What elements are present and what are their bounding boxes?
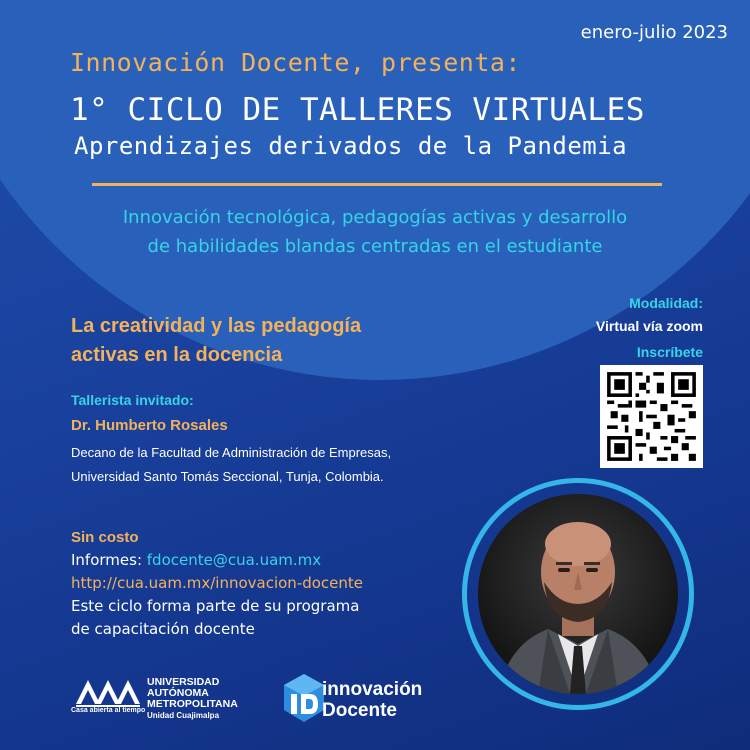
tagline-line-2: de habilidades blandas centradas en el estudiante <box>147 236 603 257</box>
main-subtitle: Aprendizajes derivados de la Pandemia <box>74 132 628 160</box>
date-range: enero-julio 2023 <box>580 22 728 43</box>
cost-label: Sin costo <box>71 529 139 546</box>
id-line-2: Docente <box>322 700 397 721</box>
tagline <box>90 203 660 261</box>
uam-name <box>147 677 238 721</box>
id-line-1: innovación <box>322 679 423 700</box>
divider <box>92 183 662 186</box>
uam-line-3: METROPOLITANA <box>147 698 238 710</box>
topic-line-1: La creatividad y las pedagogía <box>71 315 362 337</box>
speaker-portrait-icon <box>478 494 678 694</box>
website-link[interactable]: http://cua.uam.mx/innovacion-docente <box>71 574 364 592</box>
speaker-photo <box>478 494 678 694</box>
qr-code-icon[interactable] <box>600 365 703 468</box>
guest-description <box>71 441 471 489</box>
uam-motto: Casa abierta al tiempo <box>71 707 146 714</box>
note-line-1: Este ciclo forma parte de su programa <box>71 597 360 615</box>
main-title: 1° CICLO DE TALLERES VIRTUALES <box>70 92 645 128</box>
modality-label: Modalidad: <box>629 295 703 311</box>
presenter-line: Innovación Docente, presenta: <box>70 48 521 77</box>
uam-line-1: UNIVERSIDAD <box>147 676 220 688</box>
info-block <box>71 526 363 641</box>
modality-value: Virtual vía zoom <box>595 318 703 334</box>
tagline-line-1: Innovación tecnológica, pedagogías activas y desarrollo <box>122 207 628 228</box>
uam-line-2: AUTÓNOMA <box>147 687 209 699</box>
guest-desc-line-1: Decano de la Facultad de Administración de Empresas, <box>71 445 392 460</box>
innovacion-docente-logo-icon <box>280 672 328 724</box>
guest-desc-line-2: Universidad Santo Tomás Seccional, Tunja, Colombia. <box>71 469 384 484</box>
note-line-2: de capacitación docente <box>71 620 255 638</box>
innovacion-docente-wordmark <box>322 679 422 721</box>
topic-line-2: activas en la docencia <box>71 344 283 366</box>
contact-email-link[interactable]: fdocente@cua.uam.mx <box>146 551 322 569</box>
contact-label: Informes: <box>71 551 147 569</box>
workshop-topic <box>71 312 451 370</box>
guest-label: Tallerista invitado: <box>71 392 194 408</box>
guest-name: Dr. Humberto Rosales <box>71 417 228 434</box>
uam-line-4: Unidad Cuajimalpa <box>147 711 220 720</box>
signup-label: Inscríbete <box>636 344 703 360</box>
contact-line <box>71 549 363 572</box>
